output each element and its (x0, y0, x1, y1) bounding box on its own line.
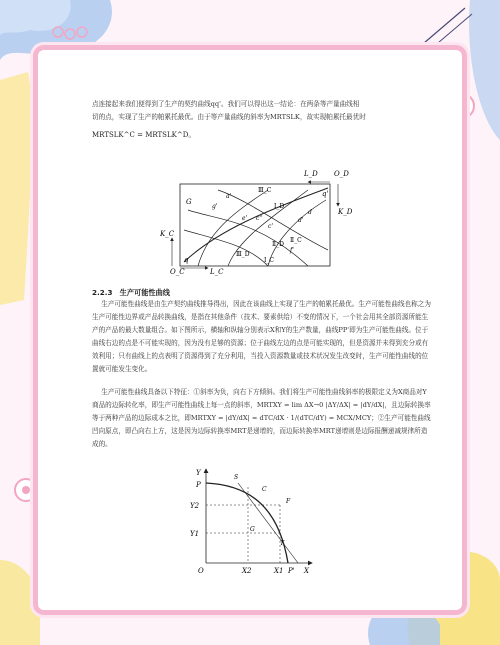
curve-label-2: Ⅰ_D (274, 203, 285, 210)
ppf-label-X: X (304, 567, 309, 575)
ppf-label-Y2: Y2 (190, 502, 200, 510)
label-q: q (184, 256, 189, 264)
label-qprime: q' (322, 190, 329, 198)
ppf-label-T: T (280, 540, 285, 547)
ppf-label-Y1: Y1 (190, 530, 200, 538)
point-d2: d (308, 209, 312, 216)
ppf-label-C: C (262, 486, 267, 493)
section-title: 2.2.3 生产可能性曲线 (92, 288, 170, 297)
curve-label-1: Ⅲ_C (258, 187, 272, 194)
label-G: G (186, 198, 192, 206)
ppf-label-Y: Y (196, 469, 201, 477)
ppf-label-O: O (198, 567, 204, 575)
label-KD: K_D (338, 208, 353, 216)
paragraph-1-line-1: 点连接起来我们便得到了生产的契约曲线qq'。我们可以得出这一结论：在两条等产量曲线相 (92, 100, 360, 108)
point-d: d' (298, 217, 304, 224)
section-paragraph-2: 生产可能性曲线具备以下特征：①斜率为负，向右下方倾斜。我们将生产可能性曲线斜率的极限定义为X商品对Y商品的边际转化率，即生产可能性曲线上每一点的斜率，MRTXY = lim ΔX→0 |ΔY/ΔX| = |dY/dX|，且边际转换率等于两种产品的边际成本之比，即MRTXY = |dY/dX| = dTC/dX · 1/(dTC/dY) = MCX/MCY；②生产可能性曲线凹向原点，即凸向右上方，这是因为边际转换率MRT是递增的，而边际转换率MRT递增则是边际报酬递减规律所造成的。 (92, 388, 431, 448)
section-paragraph-1: 生产可能性曲线是由生产契约曲线推导得出，因此在该曲线上实现了生产的帕累托最优。生产可能性曲线也称之为生产可能性边界或产品转换曲线，是指在其他条件（技术、要素供给）不变的情况下，一个社会用其全部资源所能生产的产品的最大数量组合。如下图所示，横轴和纵轴分别表示X和Y的生产数量，曲线PP'即为生产可能性曲线。位于曲线右边的点是不可能实现的，因为没有足够的资源；位于曲线左边的点是可能实现的，但是资源并未得到充分或有效利用；只有曲线上的点表明了资源得到了充分利用，当投入资源数量或技术状况发生改变时，生产可能性曲线的位置就可能发生变化。 (92, 300, 431, 373)
curve-label-5: Ⅲ_D (236, 251, 250, 258)
point-e: e' (242, 215, 248, 222)
ppf-label-X1: X1 (274, 567, 284, 575)
document-page (38, 50, 462, 610)
ppf-label-Pprime: P' (288, 567, 295, 575)
curve-label-3: Ⅱ_C (290, 237, 302, 244)
curve-label-4: Ⅱ_D (272, 241, 284, 248)
optimality-equation: MRTSLK^C = MRTSLK^D。 (92, 131, 196, 139)
point-a: a' (226, 193, 232, 200)
ppf-label-F: F (286, 498, 291, 505)
curve-label-6: Ⅰ_C (264, 257, 274, 264)
ppf-label-G: G (250, 526, 255, 533)
ppf-label-X2: X2 (242, 567, 252, 575)
ppf-label-P: P (196, 481, 201, 489)
point-g: g' (212, 203, 218, 210)
ppf-label-S: S (234, 474, 239, 481)
edgeworth-box-figure (158, 150, 358, 276)
label-KC: K_C (160, 230, 175, 238)
point-f: f' (290, 247, 294, 254)
paragraph-1 (92, 98, 422, 124)
label-LD: L_D (304, 170, 318, 178)
point-c2: c'' (256, 215, 263, 222)
label-LC: L_C (210, 268, 224, 276)
label-OC: O_C (170, 268, 185, 276)
paragraph-1-line-2: 切的点，实现了生产的帕累托最优。由于等产量曲线的斜率为MRTSLK，故实现帕累托最优时 (92, 113, 366, 121)
point-c: c' (268, 223, 274, 230)
ppf-figure (186, 463, 326, 575)
label-OD: O_D (334, 170, 349, 178)
